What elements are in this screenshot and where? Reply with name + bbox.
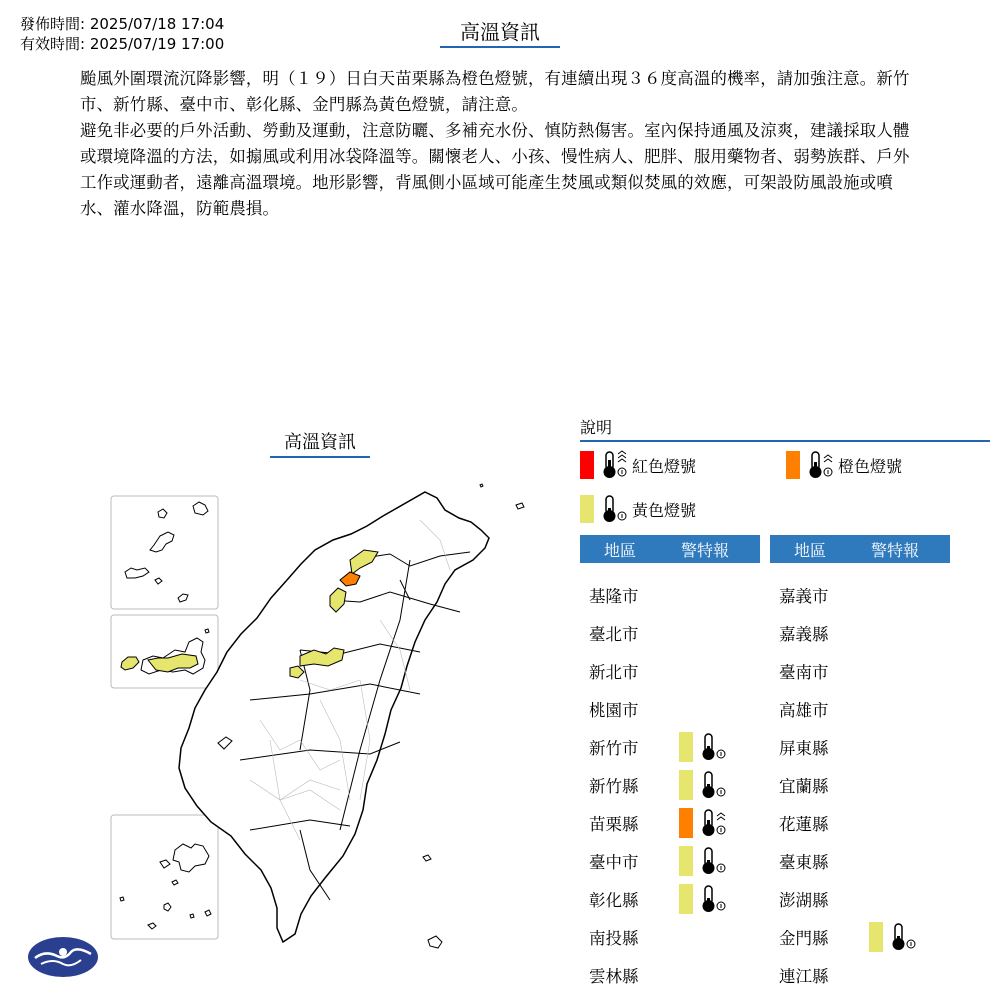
region-name: 新竹市 — [589, 739, 639, 758]
table-row — [779, 652, 869, 690]
orange-swatch — [786, 451, 800, 479]
thermometer-yellow-icon — [699, 770, 727, 800]
table-row — [589, 766, 679, 804]
table-row — [779, 880, 869, 918]
region-name: 雲林縣 — [589, 967, 639, 986]
table-row — [779, 804, 869, 842]
page-title: 高溫資訊 — [440, 18, 560, 48]
region-name: 臺東縣 — [779, 853, 829, 872]
col-warning-left: 警特報 — [680, 540, 729, 560]
region-name: 桃園市 — [589, 701, 639, 720]
legend-red-label: 紅色燈號 — [632, 456, 697, 476]
cwa-logo — [27, 936, 99, 978]
legend-orange-label: 橙色燈號 — [838, 456, 903, 476]
yellow-swatch — [869, 922, 883, 952]
region-name: 花蓮縣 — [779, 815, 829, 834]
table-row — [589, 614, 679, 652]
region-name: 苗栗縣 — [589, 815, 639, 834]
thermometer-yellow-icon — [699, 846, 727, 876]
region-name: 連江縣 — [779, 967, 829, 986]
table-row — [589, 576, 679, 614]
region-name: 宜蘭縣 — [779, 777, 829, 796]
table-row — [589, 690, 679, 728]
warning-indicator — [679, 732, 731, 762]
col-warning-right: 警特報 — [870, 540, 919, 560]
table-header-right — [770, 535, 950, 563]
thermometer-orange-icon — [806, 450, 834, 480]
thermometer-yellow-icon — [699, 884, 727, 914]
legend-title: 說明 — [580, 417, 990, 442]
map-title: 高溫資訊 — [270, 430, 370, 458]
yellow-swatch — [679, 732, 693, 762]
table-row — [589, 804, 679, 842]
legend-orange — [786, 450, 902, 480]
table-row — [779, 614, 869, 652]
table-row — [779, 690, 869, 728]
description — [80, 66, 920, 222]
inset-penghu — [111, 815, 218, 939]
region-name: 澎湖縣 — [779, 891, 829, 910]
legend-red — [580, 450, 696, 480]
region-name: 嘉義市 — [779, 587, 829, 606]
table-row — [589, 956, 679, 994]
region-name: 嘉義縣 — [779, 625, 829, 644]
region-name: 金門縣 — [779, 929, 829, 948]
legend-yellow-label: 黃色燈號 — [632, 500, 697, 520]
yellow-swatch — [580, 495, 594, 523]
region-name: 新竹縣 — [589, 777, 639, 796]
orange-swatch — [679, 808, 693, 838]
table-row — [589, 652, 679, 690]
table-row — [589, 880, 679, 918]
yellow-swatch — [679, 770, 693, 800]
thermometer-yellow-icon — [600, 494, 628, 524]
table-row — [779, 842, 869, 880]
region-name: 臺北市 — [589, 625, 639, 644]
table-row — [589, 842, 679, 880]
table-row — [779, 766, 869, 804]
table-row — [779, 576, 869, 614]
valid-time: 有效時間: 2025/07/19 17:00 — [20, 35, 225, 53]
table-row — [589, 728, 679, 766]
table-row — [779, 918, 869, 956]
taiwan-main-island — [179, 492, 489, 942]
thermometer-yellow-icon — [889, 922, 917, 952]
table-row — [589, 918, 679, 956]
red-swatch — [580, 451, 594, 479]
region-name: 新北市 — [589, 663, 639, 682]
issue-time: 發佈時間: 2025/07/18 17:04 — [20, 15, 225, 33]
description-paragraph-2: 避免非必要的戶外活動、勞動及運動，注意防曬、多補充水份、慎防熱傷害。室內保持通風及涼爽，建議採取人體或環境降溫的方法，如搧風或利用冰袋降溫等。關懷老人、小孩、慢性病人、肥胖、服用藥物者、弱勢族群、戶外工作或運動者，遠離高溫環境。地形影響，背風側小區域可能產生焚風或類似焚風的效應，可架設防風設施或噴水、灌水降溫，防範農損。 — [80, 121, 910, 218]
col-region-left: 地區 — [603, 540, 636, 560]
region-name: 基隆市 — [589, 587, 639, 606]
region-name: 高雄市 — [779, 701, 829, 720]
warning-indicator — [679, 808, 731, 838]
region-name: 臺南市 — [779, 663, 829, 682]
taiwan-map — [0, 460, 560, 1000]
warning-indicator — [869, 922, 921, 952]
warning-indicator — [679, 846, 731, 876]
warning-indicator — [679, 884, 731, 914]
warning-indicator — [679, 770, 731, 800]
yellow-swatch — [679, 884, 693, 914]
thermometer-yellow-icon — [699, 732, 727, 762]
thermometer-orange-icon — [699, 808, 727, 838]
yellow-swatch — [679, 846, 693, 876]
description-paragraph-1: 颱風外圍環流沉降影響，明（１９）日白天苗栗縣為橙色燈號，有連續出現３６度高溫的機率，請加強注意。新竹市、新竹縣、臺中市、彰化縣、金門縣為黃色燈號，請注意。 — [80, 69, 910, 114]
region-name: 屏東縣 — [779, 739, 829, 758]
legend-yellow — [580, 494, 696, 524]
thermometer-red-icon — [600, 450, 628, 480]
issue-info — [20, 14, 224, 54]
table-row — [779, 956, 869, 994]
region-name: 彰化縣 — [589, 891, 639, 910]
inset-kinmen — [111, 615, 218, 688]
col-region-right: 地區 — [793, 540, 826, 560]
table-row — [779, 728, 869, 766]
region-name: 南投縣 — [589, 929, 639, 948]
table-header-left — [580, 535, 760, 563]
region-name: 臺中市 — [589, 853, 639, 872]
